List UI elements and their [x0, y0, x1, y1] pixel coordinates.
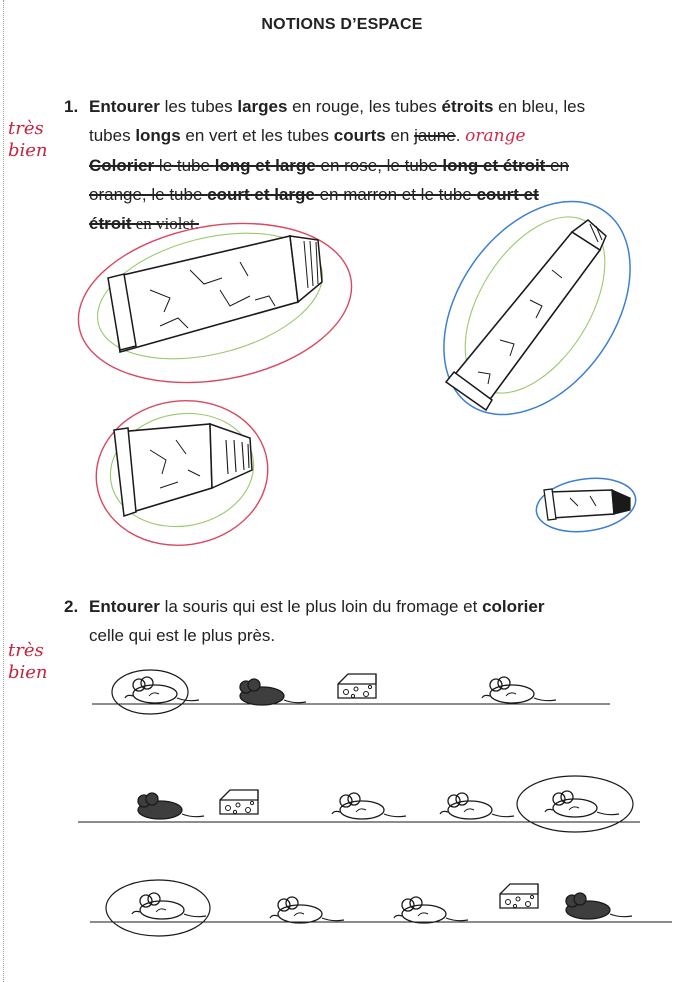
mouse-2-4-circled: [545, 791, 619, 817]
mice-row-3: [90, 880, 672, 936]
tube-long-large: [66, 203, 365, 403]
teacher-note-2-line-1: très: [8, 640, 44, 661]
crossed-out-word: jaune: [414, 126, 456, 145]
cheese-3: [500, 884, 538, 908]
tube-long-narrow: [405, 167, 668, 450]
mouse-2-3: [440, 793, 514, 819]
exercise-2-line-2: celle qui est le plus près.: [89, 626, 276, 645]
mouse-3-4-colored: [566, 893, 632, 919]
teacher-note-1-line-1: très: [8, 118, 44, 139]
mouse-2-2: [332, 793, 406, 819]
exercise-2-line-1: Entourer la souris qui est le plus loin du fromage et colorier: [89, 597, 545, 616]
mouse-3-3: [394, 897, 468, 923]
exercise-1-line-4: orange, le tube court et large en marron et le tube court et: [89, 185, 539, 204]
exercise-1-line-2: tubes longs en vert et les tubes courts en jaune. orange: [89, 126, 526, 146]
mouse-3-2: [270, 897, 344, 923]
page-title: NOTIONS D’ESPACE: [261, 16, 423, 33]
tube-short-narrow: [533, 472, 639, 537]
mouse-3-1-circled: [132, 893, 206, 919]
tube-short-large: [87, 390, 277, 557]
mouse-2-1-colored: [138, 793, 204, 819]
mouse-1-2-colored: [240, 679, 306, 705]
teacher-note-1-line-2: bien: [8, 140, 48, 161]
exercise-1-line-5: étroit en violet.: [89, 214, 200, 233]
cheese-2: [220, 790, 258, 814]
mouse-1-3: [482, 677, 556, 703]
exercise-1-line-3: Colorier le tube long et large en rose, le tube long et étroit en: [89, 156, 569, 175]
exercise-1-line-1: Entourer les tubes larges en rouge, les tubes étroits en bleu, les: [89, 97, 586, 116]
teacher-note-2-line-2: bien: [8, 662, 48, 683]
cheese-1: [338, 674, 376, 698]
mice-row-2: [78, 776, 640, 832]
handwritten-correction: orange: [465, 126, 526, 146]
exercise-2-number: 2.: [64, 597, 79, 616]
exercise-1-number: 1.: [64, 97, 79, 116]
mice-row-1: [92, 670, 610, 714]
